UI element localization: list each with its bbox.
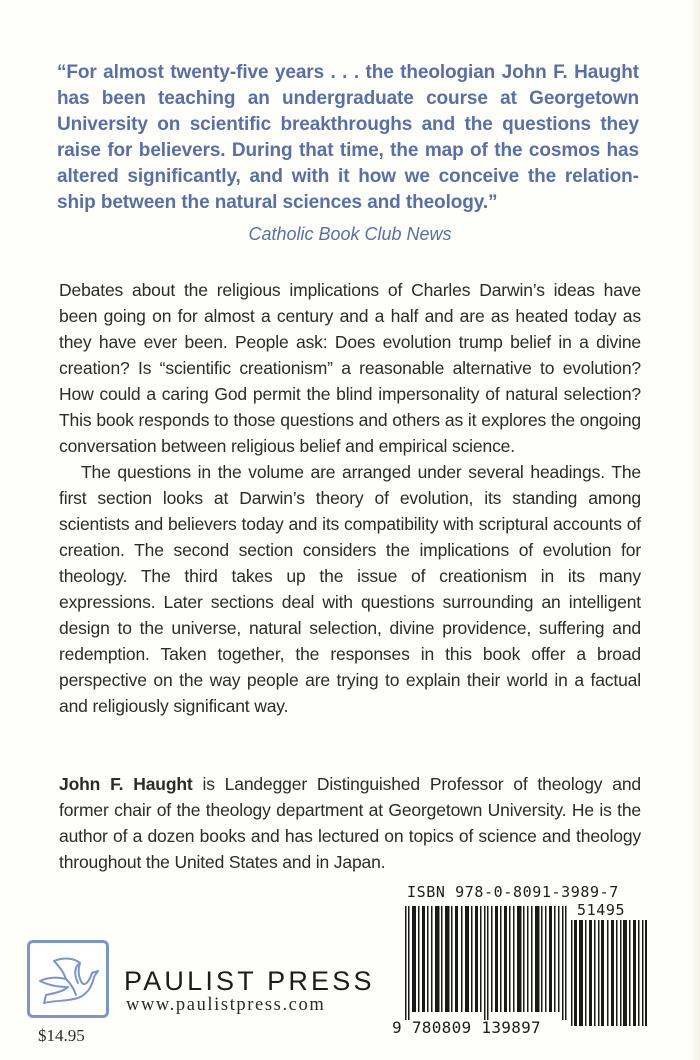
endorsement-quote: “For almost twenty-five years . . . the theologian John F. Haught has been teaching an undergraduate course at Georgetown University on scientific breakthroughs and the questions they raise for believers. During that time, the map of the cosmos has altered significantly, and with it how we conceive the relationship between the natural sciences and theology.” [57, 62, 639, 213]
author-bio [59, 771, 641, 875]
author-name: John F. Haught [59, 774, 193, 794]
publisher-name: PAULIST PRESS [124, 966, 375, 996]
isbn-label: ISBN 978-0-8091-3989-7 [407, 883, 619, 901]
ean-digits: 9 780809 139897 [392, 1018, 541, 1037]
cover-edge-shadow [692, 0, 700, 1060]
dove-icon [34, 949, 104, 1011]
quote-attribution [0, 224, 700, 245]
price-label: $14.95 [38, 1026, 85, 1045]
publisher-logo [27, 940, 109, 1018]
publisher-url[interactable]: www.paulistpress.com [126, 995, 326, 1015]
description-paragraph-1: Debates about the religious implications of Charles Darwin’s ideas have been going on for almost a century and a half and are as heated today as they have ever been. People ask: Does evolution trump belief in a divine creation? Is “scientific creationism” a reasonable alternative to evolution? How could a caring God permit the blind impersonality of natural selection? This book responds to those questions and others as it explores the ongoing conversation between religious belief and empirical science. [59, 280, 641, 456]
barcode-addon-code: 51495 [577, 901, 626, 919]
quote-attribution-text: Catholic Book Club News [248, 224, 452, 244]
description-paragraph-2: The questions in the volume are arranged under several headings. The first section looks at Darwin’s theory of evolution, its standing among scientists and believers today and its compatibility with scriptural accounts of creation. The second section considers the implications of evolution for theology. The third takes up the issue of creationism in its many expressions. Later sections deal with questions surrounding an intelligent design to the universe, natural selection, divine providence, suffering and redemption. Taken together, the responses in this book offer a broad perspective on the way people are trying to explain their world in a factual and religiously significant way. [59, 462, 641, 716]
price-addon-barcode [569, 920, 649, 1026]
author-bio-text: is Landegger Distinguished Professor of theology and former chair of the theology department at Georgetown University. He is the author of a dozen books and has lectured on topics of science and theology throughout the United States and in Japan. [59, 774, 641, 872]
isbn-barcode [405, 906, 572, 1020]
